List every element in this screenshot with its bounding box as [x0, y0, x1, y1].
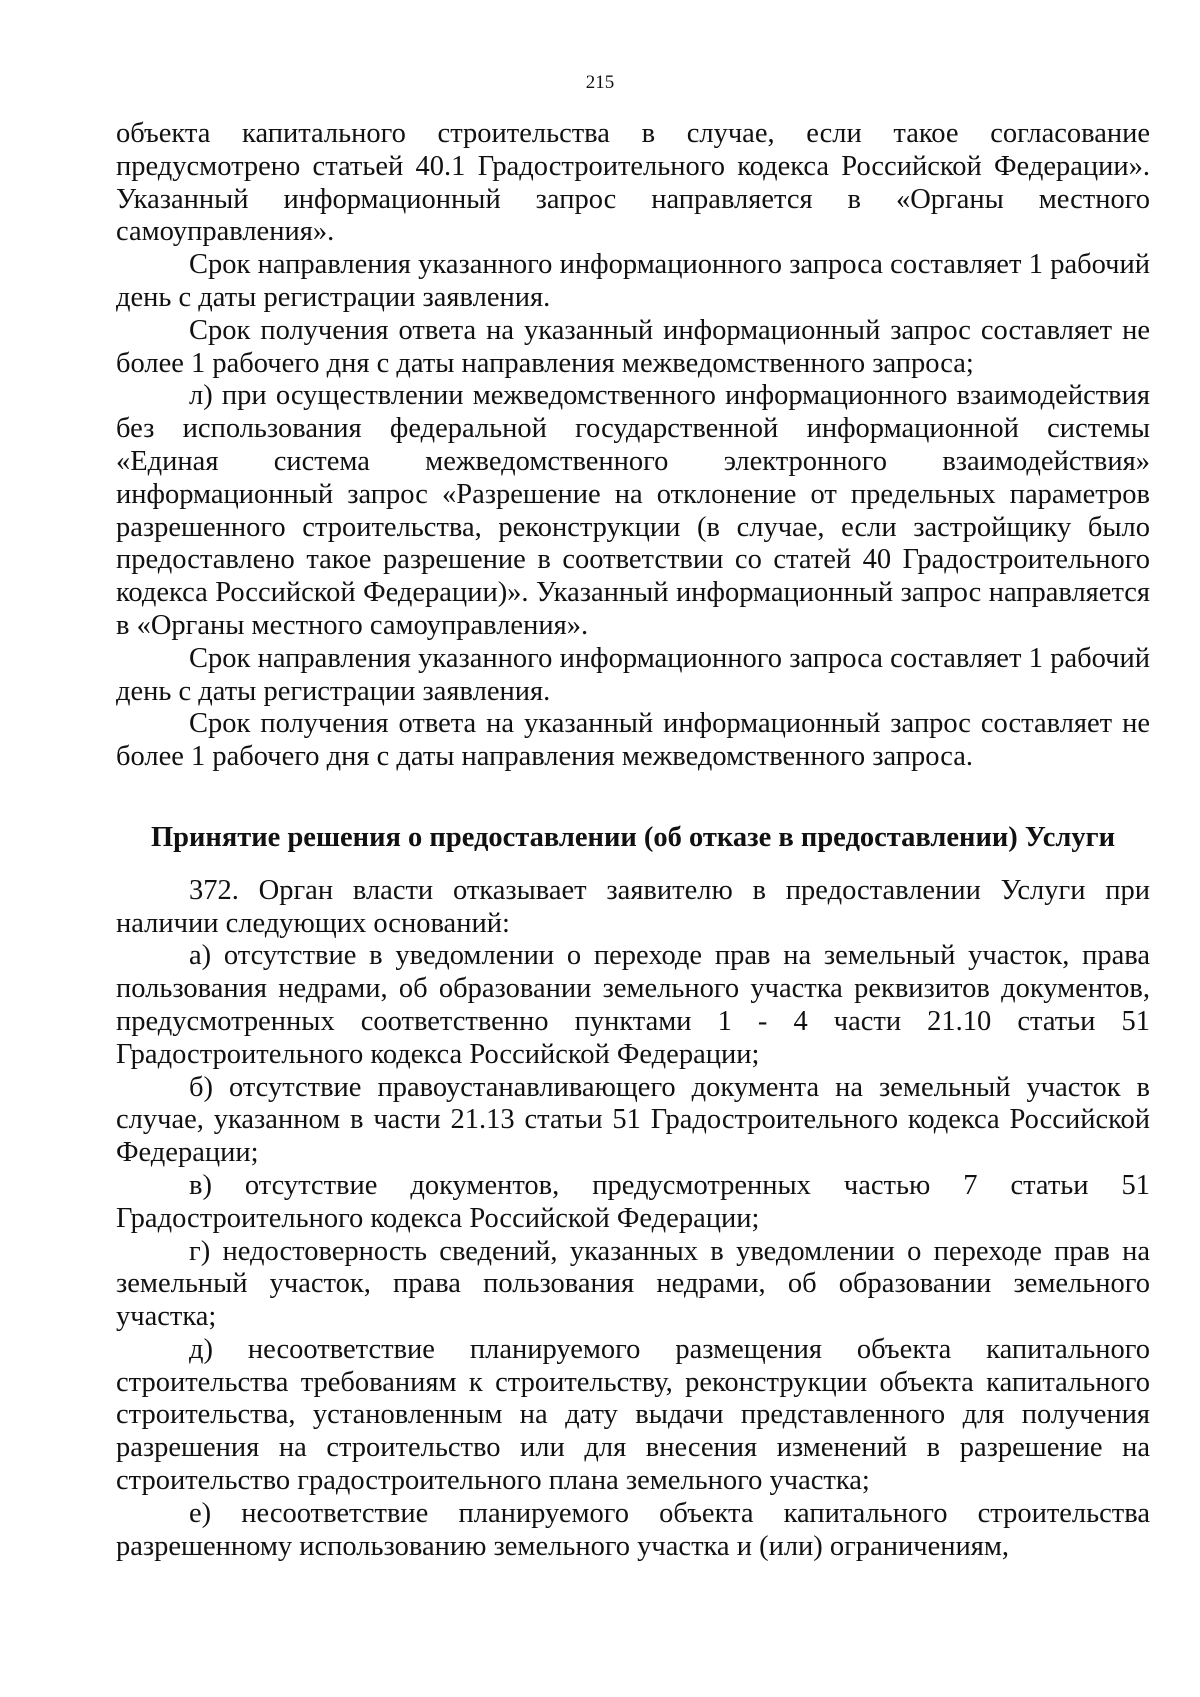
paragraph: в) отсутствие документов, предусмотренных частью 7 статьи 51 Градостроительного кодекса Российской Федерации;	[116, 1169, 1150, 1234]
paragraph: объекта капитального строительства в случае, если такое согласование предусмотрено статьей 40.1 Градостроительного кодекса Российской Федерации». Указанный информационный запрос направляется в «Органы местного самоуправления».	[116, 118, 1150, 248]
paragraph: Срок направления указанного информационного запроса составляет 1 рабочий день с даты регистрации заявления.	[116, 642, 1150, 707]
section-heading-block	[116, 822, 1150, 855]
paragraph: Срок получения ответа на указанный информационный запрос составляет не более 1 рабочего дня с даты направления межведомственного запроса.	[116, 708, 1150, 773]
paragraph: а) отсутствие в уведомлении о переходе прав на земельный участок, права пользования недрами, об образовании земельного участка реквизитов документов, предусмотренных соответственно пунктами 1 - 4 части 21.10 статьи 51 Градостроительного кодекса Российской Федерации;	[116, 940, 1150, 1070]
paragraph: л) при осуществлении межведомственного информационного взаимодействия без использования федеральной государственной информационной системы «Единая система межведомственного электронного взаимодействия» информационный запрос «Разрешение на отклонение от предельных параметров разрешенного строительства, реконструкции (в случае, если застройщику было предоставлено такое разрешение в соответствии со статей 40 Градостроительного кодекса Российской Федерации)». Указанный информационный запрос направляется в «Органы местного самоуправления».	[116, 380, 1150, 641]
paragraph: е) несоответствие планируемого объекта капитального строительства разрешенному использованию земельного участка и (или) ограничениям,	[116, 1497, 1150, 1562]
page-number: 215	[585, 72, 615, 93]
document-body	[116, 118, 1150, 1563]
paragraph: г) недостоверность сведений, указанных в уведомлении о переходе прав на земельный участок, права пользования недрами, об образовании земельного участка;	[116, 1235, 1150, 1333]
paragraph: д) несоответствие планируемого размещения объекта капитального строительства требованиям к строительству, реконструкции объекта капитального строительства, установленным на дату выдачи представленного для получения разрешения на строительство или для внесения изменений в разрешение на строительство градостроительного плана земельного участка;	[116, 1333, 1150, 1497]
paragraph: Срок направления указанного информационного запроса составляет 1 рабочий день с даты регистрации заявления.	[116, 249, 1150, 313]
paragraph: 372. Орган власти отказывает заявителю в предоставлении Услуги при наличии следующих оснований:	[116, 874, 1150, 939]
paragraph: б) отсутствие правоустанавливающего документа на земельный участок в случае, указанном в части 21.13 статьи 51 Градостроительного кодекса Российской Федерации;	[116, 1071, 1150, 1169]
paragraph: Срок получения ответа на указанный информационный запрос составляет не более 1 рабочего дня с даты направления межведомственного запроса;	[116, 314, 1150, 379]
section-heading: Принятие решения о предоставлении (об отказе в предоставлении) Услуги	[150, 821, 1115, 853]
